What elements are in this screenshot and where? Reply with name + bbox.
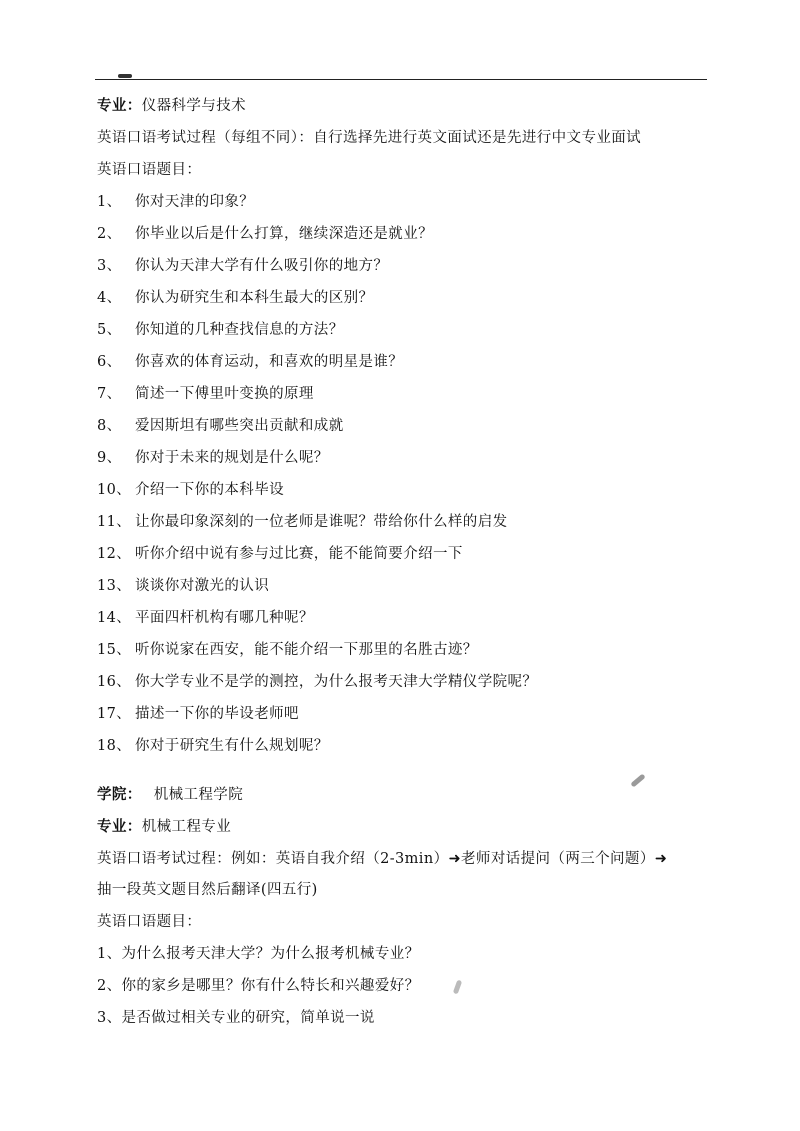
- question-text: 你认为天津大学有什么吸引你的地方？: [135, 258, 389, 274]
- process-line-1: 英语口语考试过程：例如：英语自我介绍（2-3min）➜老师对话提问（两三个问题）➜: [97, 851, 668, 867]
- question-number: 15、: [97, 642, 132, 658]
- question-text: 你对于研究生有什么规划呢？: [135, 738, 329, 754]
- header-mark: [118, 74, 132, 78]
- header-rule: [95, 79, 707, 80]
- question-text: 你毕业以后是什么打算，继续深造还是就业？: [135, 226, 433, 242]
- question-number: 14、: [97, 610, 132, 626]
- major-line: [97, 96, 246, 116]
- major-line-2: [97, 817, 231, 837]
- question-number: 1、: [97, 194, 122, 210]
- question-item: [97, 608, 314, 628]
- question-text: 简述一下傅里叶变换的原理: [135, 386, 314, 402]
- question-number: 6、: [97, 354, 122, 370]
- question-number: 9、: [97, 450, 122, 466]
- question-text: 爱因斯坦有哪些突出贡献和成就: [135, 418, 344, 434]
- questions-heading: 英语口语题目：: [97, 162, 202, 178]
- question-number: 17、: [97, 706, 132, 722]
- question-item: [97, 640, 478, 660]
- question-number: 18、: [97, 738, 132, 754]
- question-text: 介绍一下你的本科毕设: [135, 482, 284, 498]
- question-item: [97, 512, 508, 532]
- question-number: 16、: [97, 674, 132, 690]
- question-item: 3、是否做过相关专业的研究，简单说一说: [97, 1010, 375, 1026]
- question-number: 5、: [97, 322, 122, 338]
- question-item: [97, 256, 388, 276]
- question-number: 7、: [97, 386, 122, 402]
- major-label: 专业：: [97, 97, 142, 114]
- question-item: [97, 480, 284, 500]
- question-item: [97, 416, 344, 436]
- question-text: 让你最印象深刻的一位老师是谁呢？带给你什么样的启发: [135, 514, 508, 530]
- question-item: [97, 384, 314, 404]
- question-text: 听你介绍中说有参与过比赛，能不能简要介绍一下: [135, 546, 463, 562]
- question-item: [97, 352, 403, 372]
- major-label-2: 专业：: [97, 818, 142, 835]
- question-item: [97, 320, 344, 340]
- question-text: 你对天津的印象？: [135, 194, 255, 210]
- question-number: 4、: [97, 290, 122, 306]
- question-number: 13、: [97, 578, 132, 594]
- question-number: 3、: [97, 258, 122, 274]
- question-number: 11、: [97, 514, 132, 530]
- question-text: 平面四杆机构有哪几种呢？: [135, 610, 314, 626]
- process-description: 英语口语考试过程（每组不同）：自行选择先进行英文面试还是先进行中文专业面试: [97, 130, 642, 146]
- process-line-2: 抽一段英文题目然后翻译(四五行): [97, 882, 318, 898]
- question-item: [97, 192, 254, 212]
- question-item: [97, 576, 269, 596]
- college-value: 机械工程学院: [153, 787, 244, 803]
- major-value-2: 机械工程专业: [141, 819, 232, 835]
- question-item: 1、为什么报考天津大学？为什么报考机械专业？: [97, 946, 420, 962]
- question-item: 2、你的家乡是哪里？你有什么特长和兴趣爱好？: [97, 978, 420, 994]
- question-item: [97, 704, 299, 724]
- question-text: 你对于未来的规划是什么呢？: [135, 450, 329, 466]
- question-item: [97, 736, 329, 756]
- question-text: 你认为研究生和本科生最大的区别？: [135, 290, 374, 306]
- question-item: [97, 288, 373, 308]
- question-text: 你知道的几种查找信息的方法？: [135, 322, 344, 338]
- scan-mark: [453, 980, 462, 995]
- question-number: 2、: [97, 226, 122, 242]
- question-text: 你喜欢的体育运动，和喜欢的明星是谁？: [135, 354, 404, 370]
- major-value: 仪器科学与技术: [141, 98, 247, 114]
- college-line: [97, 785, 243, 805]
- college-label: 学院：: [97, 786, 142, 803]
- question-item: [97, 672, 537, 692]
- question-number: 10、: [97, 482, 132, 498]
- question-item: [97, 224, 433, 244]
- question-text: 听你说家在西安，能不能介绍一下那里的名胜古迹？: [135, 642, 478, 658]
- question-number: 12、: [97, 546, 132, 562]
- question-text: 谈谈你对激光的认识: [135, 578, 270, 594]
- scan-mark: [630, 773, 645, 787]
- question-item: [97, 544, 463, 564]
- question-number: 8、: [97, 418, 122, 434]
- question-item: [97, 448, 329, 468]
- question-text: 你大学专业不是学的测控，为什么报考天津大学精仪学院呢？: [135, 674, 538, 690]
- questions-heading-2: 英语口语题目：: [97, 914, 202, 930]
- question-text: 描述一下你的毕设老师吧: [135, 706, 299, 722]
